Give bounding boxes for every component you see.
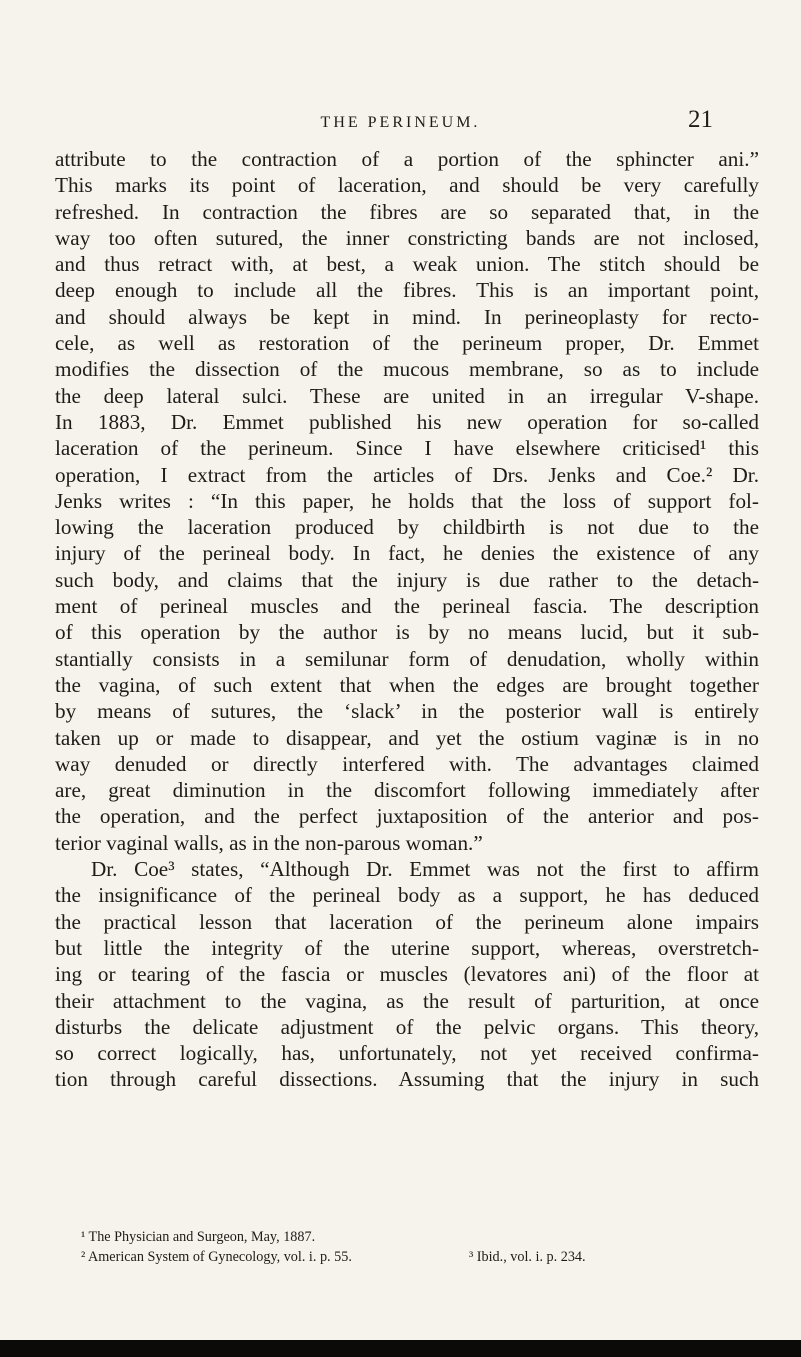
text-line: injury of the perineal body. In fact, he denies the existence of any <box>55 541 759 566</box>
text-line: their attachment to the vagina, as the result of parturition, at once <box>55 988 759 1013</box>
text-line: stantially consists in a semilunar form of denudation, wholly within <box>55 646 759 671</box>
text-line: modifies the dissection of the mucous membrane, so as to include <box>55 357 759 382</box>
footnote-2: ² American System of Gynecology, vol. i. p. 55. <box>81 1249 352 1265</box>
text-line: operation, I extract from the articles of Drs. Jenks and Coe.² Dr. <box>55 462 759 487</box>
text-line: deep enough to include all the fibres. This is an important point, <box>55 278 759 303</box>
footnotes <box>55 1227 759 1267</box>
text-line: refreshed. In contraction the fibres are so separated that, in the <box>55 199 759 224</box>
text-line: disturbs the delicate adjustment of the pelvic organs. This theory, <box>55 1014 759 1039</box>
text-line: Jenks writes : “In this paper, he holds that the loss of support fol- <box>55 488 759 513</box>
text-line: so correct logically, has, unfortunately, not yet received confirma- <box>55 1041 759 1066</box>
text-line: tion through careful dissections. Assuming that the injury in such <box>55 1067 759 1092</box>
scan-edge-bar <box>0 1340 801 1357</box>
text-line: ing or tearing of the fascia or muscles (levatores ani) of the floor at <box>55 962 759 987</box>
text-line: ment of perineal muscles and the perineal fascia. The description <box>55 594 759 619</box>
running-head <box>0 106 801 140</box>
text-line: the deep lateral sulci. These are united in an irregular V-shape. <box>55 383 759 408</box>
text-line: way denuded or directly interfered with. The advantages claimed <box>55 751 759 776</box>
text-line: taken up or made to disappear, and yet the ostium vaginæ is in no <box>55 725 759 750</box>
page-number: 21 <box>688 106 713 133</box>
text-line: lowing the laceration produced by childbirth is not due to the <box>55 515 759 540</box>
running-title: THE PERINEUM. <box>320 114 481 131</box>
body-text <box>55 146 759 1093</box>
text-line: In 1883, Dr. Emmet published his new operation for so-called <box>55 409 759 434</box>
text-line: and thus retract with, at best, a weak union. The stitch should be <box>55 252 759 277</box>
footnote-1: ¹ The Physician and Surgeon, May, 1887. <box>81 1229 316 1245</box>
text-line: cele, as well as restoration of the perineum proper, Dr. Emmet <box>55 331 759 356</box>
text-line: Dr. Coe³ states, “Although Dr. Emmet was not the first to affirm <box>91 857 759 882</box>
text-line: such body, and claims that the injury is due rather to the detach- <box>55 567 759 592</box>
footnote-line <box>55 1227 759 1247</box>
footnote-line <box>55 1247 759 1267</box>
text-line: This marks its point of laceration, and should be very carefully <box>55 173 759 198</box>
text-line: laceration of the perineum. Since I have elsewhere criticised¹ this <box>55 436 759 461</box>
text-line: the practical lesson that laceration of the perineum alone impairs <box>55 909 759 934</box>
text-line: and should always be kept in mind. In perineoplasty for recto- <box>55 304 759 329</box>
text-line: way too often sutured, the inner constricting bands are not inclosed, <box>55 225 759 250</box>
text-line: attribute to the contraction of a portion of the sphincter ani.” <box>55 147 759 171</box>
text-line: by means of sutures, the ‘slack’ in the posterior wall is entirely <box>55 699 759 724</box>
text-line: terior vaginal walls, as in the non-parous woman.” <box>55 830 483 855</box>
text-line: the operation, and the perfect juxtaposition of the anterior and pos- <box>55 804 759 829</box>
text-line: are, great diminution in the discomfort following immediately after <box>55 778 759 803</box>
text-line: the vagina, of such extent that when the edges are brought together <box>55 672 759 697</box>
text-line: but little the integrity of the uterine support, whereas, overstretch- <box>55 935 759 960</box>
text-line: the insignificance of the perineal body as a support, he has deduced <box>55 883 759 908</box>
footnote-3: ³ Ibid., vol. i. p. 234. <box>469 1249 586 1265</box>
text-line: of this operation by the author is by no means lucid, but it sub- <box>55 620 759 645</box>
